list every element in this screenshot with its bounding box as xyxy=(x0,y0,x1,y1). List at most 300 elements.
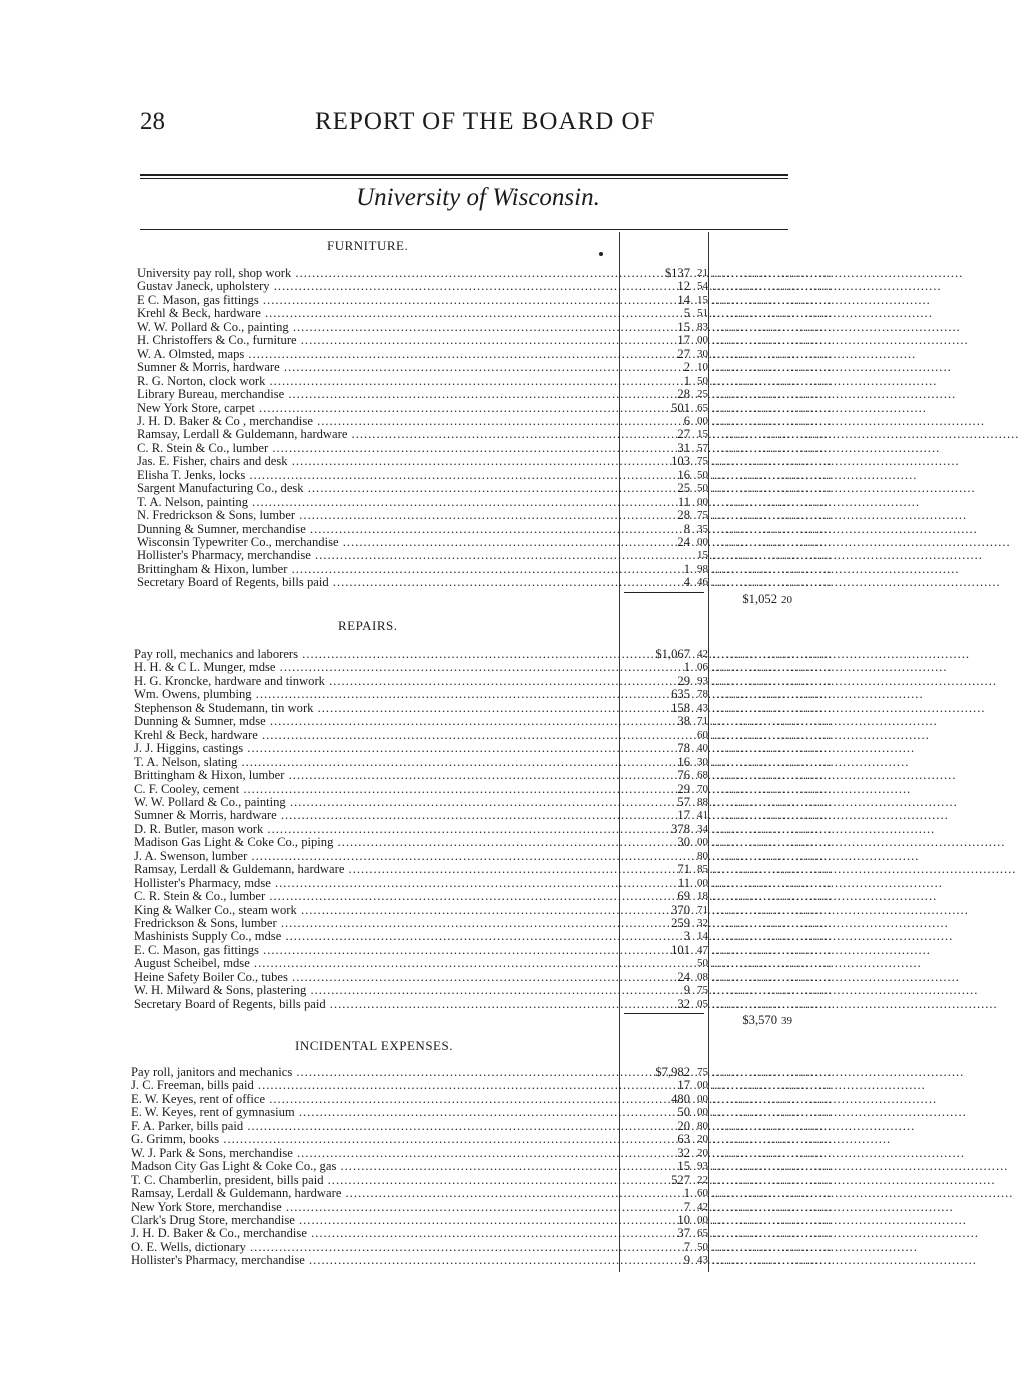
ledger-row xyxy=(0,455,896,468)
section-heading: INCIDENTAL EXPENSES. xyxy=(295,1038,453,1053)
ledger-item-label: New York Store, carpet ..... xyxy=(137,402,615,415)
ledger-amount xyxy=(620,998,708,1011)
amount-cents: 54 xyxy=(697,280,708,293)
ledger-row xyxy=(0,957,896,970)
ledger-amount xyxy=(620,348,708,361)
ledger-row xyxy=(0,648,896,661)
amount-cents: 00 xyxy=(697,876,708,889)
ledger-item-label: W. H. Milward & Sons, plastering ..... xyxy=(134,984,615,997)
amount-cents: 75 xyxy=(697,984,708,997)
total-column-leader: .......................... xyxy=(712,700,833,715)
ledger-row xyxy=(0,1066,896,1079)
amount-cents: 30 xyxy=(697,347,708,360)
total-column-leader: .......................... xyxy=(712,835,833,850)
amount-dollars: 37 xyxy=(677,1226,690,1241)
amount-dollars: 635 xyxy=(671,687,690,702)
amount-cents: 42 xyxy=(697,1200,708,1213)
amount-dollars: 32 xyxy=(677,1145,690,1160)
amount-dollars: 378 xyxy=(671,821,690,836)
total-column-leader: .......................... xyxy=(712,1253,833,1268)
amount-cents: 43 xyxy=(697,701,708,714)
amount-dollars: 101 xyxy=(671,942,690,957)
ledger-item-label: Sargent Manufacturing Co., desk ..... xyxy=(137,482,615,495)
ledger-amount xyxy=(620,1066,708,1079)
total-column-leader: .......................... xyxy=(712,548,833,563)
ledger-amount xyxy=(620,1174,708,1187)
amount-dollars: $7,982 xyxy=(655,1065,690,1079)
ledger-amount xyxy=(620,809,708,822)
ledger-row xyxy=(0,688,896,701)
amount-dollars: 31 xyxy=(677,440,690,455)
ledger-row xyxy=(0,917,896,930)
total-column-leader: .......................... xyxy=(712,306,833,321)
ledger-row xyxy=(0,1147,896,1160)
total-column-leader: .......................... xyxy=(712,535,833,549)
amount-dollars: 11 xyxy=(677,494,690,509)
ledger-amount xyxy=(620,1254,708,1267)
ledger-item-label: C. F. Cooley, cement ..... xyxy=(134,783,615,796)
ledger-amount xyxy=(620,1093,708,1106)
ledger-item-label: Brittingham & Hixon, lumber ..... xyxy=(134,769,615,782)
ledger-amount xyxy=(620,675,708,688)
ledger-item-label: J. H. D. Baker & Co., merchandise ..... xyxy=(131,1227,615,1240)
amount-dollars: 12 xyxy=(677,279,690,294)
total-column-leader: .......................... xyxy=(712,319,833,334)
ledger-row xyxy=(0,877,896,890)
ledger-item-label: F. A. Parker, bills paid ..... xyxy=(131,1120,615,1133)
amount-cents: 00 xyxy=(697,1092,708,1105)
ledger-item-label: C. R. Stein & Co., lumber ..... xyxy=(137,442,615,455)
subtitle-wrap xyxy=(0,184,896,212)
ledger-item-label: J. H. D. Baker & Co , merchandise ..... xyxy=(137,415,615,428)
amount-dollars: 9 xyxy=(683,1253,690,1268)
ledger-row xyxy=(0,984,896,997)
amount-dollars: 50 xyxy=(677,1105,690,1120)
ledger-amount xyxy=(620,321,708,334)
ledger-item-label: Elisha T. Jenks, locks ..... xyxy=(137,469,615,482)
amount-dollars: 158 xyxy=(671,700,690,715)
ledger-row xyxy=(0,1133,896,1146)
ledger-row xyxy=(0,823,896,836)
amount-cents: 65 xyxy=(697,401,708,414)
ledger-amount xyxy=(620,1214,708,1227)
amount-cents: 10 xyxy=(697,361,708,374)
ledger-row xyxy=(0,334,896,347)
ledger-amount xyxy=(620,334,708,347)
ledger-amount xyxy=(620,1241,708,1254)
ledger-item-label: E. C. Mason, gas fittings ..... xyxy=(134,944,615,957)
amount-dollars: 63 xyxy=(677,1132,690,1147)
ledger-row xyxy=(0,375,896,388)
amount-cents: 70 xyxy=(697,782,708,795)
total-column-leader: .......................... xyxy=(712,687,833,702)
amount-cents: 21 xyxy=(697,267,708,279)
amount-cents: 47 xyxy=(697,943,708,956)
amount-cents: 20 xyxy=(697,1133,708,1146)
total-dollars: $3,570 xyxy=(742,1013,777,1028)
amount-cents: 15 xyxy=(697,293,708,306)
amount-cents: 60 xyxy=(697,1187,708,1200)
ledger-amount xyxy=(620,715,708,728)
amount-dollars: 17 xyxy=(677,1078,690,1093)
amount-dollars: 6 xyxy=(683,413,690,428)
total-column-leader: .......................... xyxy=(712,781,833,796)
ledger-row xyxy=(0,402,896,415)
total-column-leader: .......................... xyxy=(712,929,833,944)
amount-dollars: 7 xyxy=(683,1199,690,1214)
amount-dollars: 15 xyxy=(677,1159,690,1174)
ledger-item-label: Wisconsin Typewriter Co., merchandise ..... xyxy=(137,536,615,549)
amount-cents: 80 xyxy=(697,1119,708,1132)
ledger-amount xyxy=(620,294,708,307)
amount-dollars: 25 xyxy=(677,481,690,496)
amount-dollars: 20 xyxy=(677,1118,690,1133)
amount-dollars: 30 xyxy=(677,835,690,850)
amount-dollars: 27 xyxy=(677,346,690,361)
ledger-amount xyxy=(620,563,708,576)
total-column-leader: .......................... xyxy=(712,942,833,957)
ledger-item-label: Sumner & Morris, hardware ..... xyxy=(137,361,615,374)
total-column-leader: .......................... xyxy=(712,373,833,388)
amount-cents: 50 xyxy=(697,374,708,387)
total-column-leader: .......................... xyxy=(712,1118,833,1133)
ledger-row xyxy=(0,1201,896,1214)
ledger-amount xyxy=(620,361,708,374)
total-column-leader: .......................... xyxy=(712,561,833,576)
amount-cents: 80 xyxy=(697,849,708,862)
total-column-leader: .......................... xyxy=(712,848,833,863)
ledger-item-label: Hollister's Pharmacy, merchandise ..... xyxy=(137,549,615,562)
amount-dollars: 16 xyxy=(677,467,690,482)
total-column-leader: .......................... xyxy=(712,1065,833,1079)
amount-dollars: 16 xyxy=(677,754,690,769)
ledger-amount xyxy=(620,769,708,782)
ledger-row xyxy=(0,536,896,549)
ledger-amount xyxy=(620,267,708,280)
ledger-row xyxy=(0,576,896,589)
ledger-item-label: Sumner & Morris, hardware ..... xyxy=(134,809,615,822)
ledger-row xyxy=(0,388,896,401)
amount-dollars: 29 xyxy=(677,781,690,796)
total-column-leader: .......................... xyxy=(712,467,833,482)
total-column-leader: .......................... xyxy=(712,916,833,930)
ledger-amount xyxy=(620,469,708,482)
ledger-row xyxy=(0,675,896,688)
amount-dollars: 78 xyxy=(677,741,690,756)
ledger-amount xyxy=(620,415,708,428)
amount-cents: 00 xyxy=(697,1106,708,1119)
ledger-row xyxy=(0,1254,896,1267)
total-column-leader: .......................... xyxy=(712,1239,833,1254)
amount-dollars: 7 xyxy=(683,1239,690,1254)
ledger-amount xyxy=(620,877,708,890)
ledger-item-label: J. J. Higgins, castings ..... xyxy=(134,742,615,755)
amount-cents: 75 xyxy=(697,1066,708,1078)
ledger-item-label: University pay roll, shop work ..... xyxy=(137,267,615,280)
total-column-leader: .......................... xyxy=(712,714,833,729)
section-heading: FURNITURE. xyxy=(327,238,409,253)
ledger-amount xyxy=(620,783,708,796)
total-column-leader: .......................... xyxy=(712,292,833,307)
ledger-row xyxy=(0,836,896,849)
amount-dollars: 28 xyxy=(677,387,690,402)
amount-dollars: 1 xyxy=(683,660,690,675)
ledger-item-label: H. Christoffers & Co., furniture ..... xyxy=(137,334,615,347)
ledger-item-label: H. G. Kroncke, hardware and tinwork ..... xyxy=(134,675,615,688)
ledger-amount xyxy=(620,523,708,536)
ledger-item-label: W. A. Olmsted, maps ..... xyxy=(137,348,615,361)
ledger-row xyxy=(0,442,896,455)
ledger-item-label: Krehl & Beck, hardware ..... xyxy=(134,729,615,742)
amount-cents: 00 xyxy=(697,836,708,849)
ledger-amount xyxy=(620,280,708,293)
total-column-leader: .......................... xyxy=(712,413,833,428)
amount-dollars: 10 xyxy=(677,1212,690,1227)
amount-cents: 25 xyxy=(697,388,708,401)
ledger-amount xyxy=(620,890,708,903)
ledger-amount xyxy=(620,455,708,468)
ledger-row xyxy=(0,563,896,576)
total-column-leader: .......................... xyxy=(712,862,833,877)
total-column-leader: .......................... xyxy=(712,440,833,455)
amount-dollars: 1 xyxy=(683,1186,690,1201)
amount-cents: 46 xyxy=(697,576,708,589)
amount-cents: 05 xyxy=(697,997,708,1010)
amount-cents: 15 xyxy=(697,428,708,441)
total-column-leader: .......................... xyxy=(712,875,833,890)
ledger-item-label: T. C. Chamberlin, president, bills paid ..... xyxy=(131,1174,615,1187)
amount-cents: 50 xyxy=(697,1240,708,1253)
amount-dollars: 5 xyxy=(683,306,690,321)
amount-cents: 41 xyxy=(697,809,708,822)
ledger-amount xyxy=(620,375,708,388)
amount-dollars: 28 xyxy=(677,508,690,523)
ledger-row xyxy=(0,1120,896,1133)
amount-cents: 60 xyxy=(697,728,708,741)
amount-cents: 42 xyxy=(697,648,708,660)
ledger-item-label: Dunning & Sumner, merchandise ..... xyxy=(137,523,615,536)
printer-mark xyxy=(599,252,603,256)
amount-dollars: $137 xyxy=(664,266,690,280)
subtotal-rule xyxy=(624,1013,704,1014)
ledger-amount xyxy=(620,930,708,943)
ledger-item-label: W. W. Pollard & Co., painting ..... xyxy=(134,796,615,809)
amount-cents: 65 xyxy=(697,1227,708,1240)
ledger-item-label: H. H. & C L. Munger, mdse ..... xyxy=(134,661,615,674)
ledger-amount xyxy=(620,1106,708,1119)
total-column-leader: .......................... xyxy=(712,454,833,469)
total-column-leader: .......................... xyxy=(712,400,833,415)
amount-cents: 93 xyxy=(697,1160,708,1173)
amount-dollars: 17 xyxy=(677,333,690,348)
amount-cents: 43 xyxy=(697,1254,708,1267)
total-column-leader: .......................... xyxy=(712,902,833,917)
total-column-leader: .......................... xyxy=(712,727,833,742)
amount-dollars: 38 xyxy=(677,714,690,729)
amount-dollars: 8 xyxy=(683,521,690,536)
ledger-row xyxy=(0,361,896,374)
amount-cents: 85 xyxy=(697,863,708,876)
ledger-row xyxy=(0,756,896,769)
amount-cents: 06 xyxy=(697,661,708,674)
ledger-row xyxy=(0,1160,896,1173)
amount-cents: 20 xyxy=(697,1146,708,1159)
ledger-item-label: D. R. Butler, mason work ..... xyxy=(134,823,615,836)
ledger-item-label: Hollister's Pharmacy, merchandise ..... xyxy=(131,1254,615,1267)
ledger-row xyxy=(0,661,896,674)
amount-dollars: 32 xyxy=(677,996,690,1011)
amount-dollars: 103 xyxy=(671,454,690,469)
ledger-amount xyxy=(620,729,708,742)
amount-dollars: 1 xyxy=(683,561,690,576)
ledger-item-label: J. A. Swenson, lumber ..... xyxy=(134,850,615,863)
ledger-item-label: N. Fredrickson & Sons, lumber ..... xyxy=(137,509,615,522)
running-head: REPORT OF THE BOARD OF xyxy=(315,108,656,135)
amount-cents: 98 xyxy=(697,562,708,575)
amount-dollars: 480 xyxy=(671,1091,690,1106)
amount-dollars: 15 xyxy=(677,319,690,334)
total-column-leader: .......................... xyxy=(712,266,833,280)
amount-cents: 00 xyxy=(697,414,708,427)
total-column-leader: .......................... xyxy=(712,1159,833,1174)
ledger-row xyxy=(0,523,896,536)
ledger-amount xyxy=(620,509,708,522)
amount-cents: 78 xyxy=(697,688,708,701)
ledger-item-label: O. E. Wells, dictionary ..... xyxy=(131,1241,615,1254)
ledger-row xyxy=(0,702,896,715)
ledger-item-label: Secretary Board of Regents, bills paid ..... xyxy=(134,998,615,1011)
amount-dollars: 11 xyxy=(677,875,690,890)
ledger-item-label: Ramsay, Lerdall & Guldemann, hardware ..... xyxy=(134,863,615,876)
amount-dollars: 9 xyxy=(683,983,690,998)
ledger-item-label: T. A. Nelson, painting ..... xyxy=(137,496,615,509)
section-total xyxy=(712,592,792,607)
ledger-amount xyxy=(620,442,708,455)
ledger-amount xyxy=(620,796,708,809)
ledger-amount xyxy=(620,536,708,549)
total-column-leader: .......................... xyxy=(712,969,833,984)
ledger-amount xyxy=(620,576,708,589)
ledger-amount xyxy=(620,1120,708,1133)
ledger-item-label: Mashinists Supply Co., mdse ..... xyxy=(134,930,615,943)
ledger-row xyxy=(0,863,896,876)
table-top-rule xyxy=(140,229,788,230)
ledger-row xyxy=(0,1093,896,1106)
amount-dollars: 57 xyxy=(677,794,690,809)
ledger-item-label: Stephenson & Studemann, tin work ..... xyxy=(134,702,615,715)
section-heading: REPAIRS. xyxy=(338,618,398,633)
amount-cents: 83 xyxy=(697,320,708,333)
ledger-amount xyxy=(620,688,708,701)
amount-dollars: 370 xyxy=(671,902,690,917)
ledger-item-label: Ramsay, Lerdall & Guldemann, hardware ..... xyxy=(137,428,615,441)
ledger-item-label: Madson City Gas Light & Coke Co., gas ..... xyxy=(131,1160,615,1173)
amount-cents: 57 xyxy=(697,441,708,454)
total-column-leader: .......................... xyxy=(712,346,833,361)
amount-dollars: 24 xyxy=(677,969,690,984)
amount-cents: 00 xyxy=(697,1079,708,1092)
amount-cents: 00 xyxy=(697,536,708,548)
subtitle: University of Wisconsin. xyxy=(356,184,600,211)
amount-cents: 50 xyxy=(697,957,708,970)
amount-dollars: 76 xyxy=(677,768,690,783)
amount-dollars: 259 xyxy=(671,916,690,930)
amount-cents: 88 xyxy=(697,795,708,808)
amount-dollars: 17 xyxy=(677,808,690,823)
ledger-item-label: Ramsay, Lerdall & Guldemann, hardware ..... xyxy=(131,1187,615,1200)
amount-cents: 00 xyxy=(697,334,708,347)
ledger-item-label: Library Bureau, merchandise ..... xyxy=(137,388,615,401)
amount-cents: 71 xyxy=(697,715,708,728)
total-column-leader: .......................... xyxy=(712,494,833,509)
total-column-leader: .......................... xyxy=(712,768,833,783)
ledger-row xyxy=(0,783,896,796)
amount-cents: 22 xyxy=(697,1173,708,1186)
header-rule-thin xyxy=(140,178,788,179)
amount-cents: 75 xyxy=(697,455,708,468)
total-cents: 20 xyxy=(781,593,792,606)
ledger-row xyxy=(0,1106,896,1119)
ledger-row xyxy=(0,1079,896,1092)
ledger-row xyxy=(0,1214,896,1227)
ledger-row xyxy=(0,428,896,441)
total-column-leader: .......................... xyxy=(712,794,833,809)
ledger-row xyxy=(0,998,896,1011)
ledger-row xyxy=(0,742,896,755)
amount-dollars: 24 xyxy=(677,535,690,549)
ledger-amount xyxy=(620,917,708,930)
amount-dollars: 69 xyxy=(677,889,690,904)
ledger-item-label: W. W. Pollard & Co., painting ..... xyxy=(137,321,615,334)
ledger-amount xyxy=(620,944,708,957)
ledger-item-label: Madison Gas Light & Coke Co., piping ..... xyxy=(134,836,615,849)
amount-cents: 00 xyxy=(697,495,708,508)
total-column-leader: .......................... xyxy=(712,741,833,756)
amount-dollars: $1,067 xyxy=(655,647,690,661)
total-column-leader: .......................... xyxy=(712,1226,833,1241)
ledger-row xyxy=(0,1227,896,1240)
ledger-amount xyxy=(620,1160,708,1173)
amount-cents: 00 xyxy=(697,1213,708,1226)
amount-cents: 35 xyxy=(697,522,708,535)
ledger-row xyxy=(0,1241,896,1254)
total-column-leader: .......................... xyxy=(712,1186,833,1201)
total-dollars: $1,052 xyxy=(742,591,777,606)
amount-dollars: 3 xyxy=(683,929,690,944)
ledger-item-label: Dunning & Sumner, mdse ..... xyxy=(134,715,615,728)
ledger-amount xyxy=(620,1227,708,1240)
ledger-row xyxy=(0,904,896,917)
ledger-item-label: J. C. Freeman, bills paid ..... xyxy=(131,1079,615,1092)
amount-cents: 93 xyxy=(697,674,708,687)
subtotal-rule xyxy=(624,592,704,593)
total-column-leader: .......................... xyxy=(712,279,833,294)
ledger-item-label: Secretary Board of Regents, bills paid ..... xyxy=(137,576,615,589)
total-column-leader: .......................... xyxy=(712,387,833,402)
total-column-leader: .......................... xyxy=(712,1145,833,1160)
ledger-amount xyxy=(620,904,708,917)
total-column-leader: .......................... xyxy=(712,754,833,769)
ledger-item-label: Clark's Drug Store, merchandise ..... xyxy=(131,1214,615,1227)
total-column-leader: .......................... xyxy=(712,647,833,661)
ledger-amount xyxy=(620,1187,708,1200)
total-column-leader: .......................... xyxy=(712,427,833,442)
ledger-row xyxy=(0,469,896,482)
total-column-leader: .......................... xyxy=(712,575,833,590)
amount-dollars: 71 xyxy=(677,862,690,877)
amount-cents: 50 xyxy=(697,482,708,495)
total-column-leader: .......................... xyxy=(712,1078,833,1093)
